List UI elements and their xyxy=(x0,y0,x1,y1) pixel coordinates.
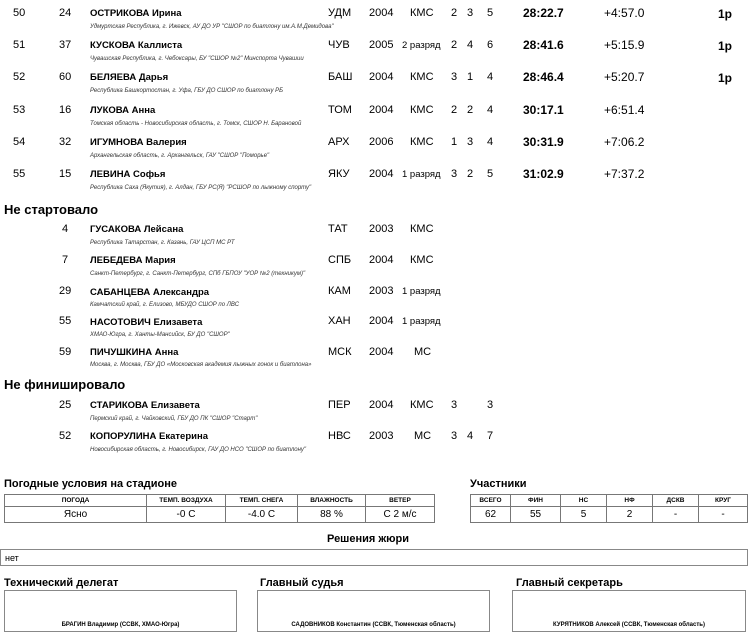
weather-table xyxy=(4,494,435,523)
sport-rank: КМС xyxy=(410,223,434,235)
shooting-1: 3 xyxy=(451,168,458,180)
time-behind: +7:06.2 xyxy=(604,135,645,149)
shooting-total: 4 xyxy=(487,104,494,116)
region-code: НВС xyxy=(328,430,351,442)
sport-rank: МС xyxy=(414,346,432,358)
region-code: ЧУВ xyxy=(328,39,350,51)
athlete-affiliation: Новосибирская область, г. Новосибирск, ГАУ ДО НСО "СШОР по биатлону" xyxy=(90,447,307,453)
official-name: КУРЯТНИКОВ Алексей (ССВК, Тюменская область) xyxy=(553,622,705,628)
birth-year: 2004 xyxy=(369,346,394,358)
weather-value-cell: 88 % xyxy=(298,507,366,523)
sport-rank: КМС xyxy=(410,71,434,83)
birth-year: 2004 xyxy=(369,71,394,83)
athlete-affiliation: Томская область - Новосибирская область, г. Томск, СШОР Н. Барановой xyxy=(90,121,302,127)
participants-title: Участники xyxy=(470,478,527,490)
jury-decision: нет xyxy=(5,553,19,563)
athlete-affiliation: Чувашская Республика, г. Чебоксары, БУ "СШОР №2" Минспорта Чувашии xyxy=(90,56,304,62)
shooting-1: 3 xyxy=(451,399,458,411)
shooting-total: 7 xyxy=(487,430,494,442)
time-behind: +7:37.2 xyxy=(604,167,645,181)
bib: 60 xyxy=(59,71,72,83)
dnf-section-title: Не финишировало xyxy=(4,377,126,392)
qualification: 1р xyxy=(718,71,733,85)
birth-year: 2004 xyxy=(369,7,394,19)
athlete-name: КОПОРУЛИНА Екатерина xyxy=(90,431,208,442)
time-behind: +4:57.0 xyxy=(604,6,645,20)
participants-value-cell: - xyxy=(653,507,699,523)
place: 52 xyxy=(13,71,26,83)
weather-value-cell: -4.0 С xyxy=(226,507,298,523)
place: 53 xyxy=(13,104,26,116)
time-behind: +5:15.9 xyxy=(604,38,645,52)
qualification: 1р xyxy=(718,39,733,53)
athlete-affiliation: Удмуртская Республика, г. Ижевск, АУ ДО УР "СШОР по биатлону им.А.М.Демидова" xyxy=(90,24,334,30)
jury-box xyxy=(0,549,748,566)
birth-year: 2005 xyxy=(369,39,394,51)
athlete-name: СТАРИКОВА Елизавета xyxy=(90,400,200,411)
shooting-total: 6 xyxy=(487,39,494,51)
athlete-name: ГУСАКОВА Лейсана xyxy=(90,224,184,235)
athlete-affiliation: Пермский край, г. Чайковский, ГБУ ДО ПК "СШОР "Старт" xyxy=(90,416,258,422)
athlete-name: НАСОТОВИЧ Елизавета xyxy=(90,317,203,328)
sport-rank: 1 разряд xyxy=(402,169,441,180)
athlete-name: ЛЕБЕДЕВА Мария xyxy=(90,255,176,266)
finish-time: 30:31.9 xyxy=(523,135,564,149)
athlete-name: САБАНЦЕВА Александра xyxy=(90,287,210,298)
official-name: БРАГИН Владимир (ССВК, ХМАО-Югра) xyxy=(61,622,180,628)
region-code: АРХ xyxy=(328,136,350,148)
participants-header-cell: ФИН xyxy=(511,495,561,507)
shooting-total: 5 xyxy=(487,168,494,180)
birth-year: 2004 xyxy=(369,315,394,327)
bib: 37 xyxy=(59,39,72,51)
finish-time: 30:17.1 xyxy=(523,103,564,117)
official-role: Технический делегат xyxy=(4,577,119,589)
weather-value-cell: Ясно xyxy=(5,507,147,523)
region-code: ЯКУ xyxy=(328,168,350,180)
participants-header-cell: НС xyxy=(561,495,607,507)
participants-header-cell: КРУГ xyxy=(699,495,748,507)
athlete-name: БЕЛЯЕВА Дарья xyxy=(90,72,169,83)
shooting-1: 2 xyxy=(451,104,458,116)
weather-header-cell: ВЛАЖНОСТЬ xyxy=(298,495,366,507)
bib: 59 xyxy=(59,346,72,358)
shooting-1: 3 xyxy=(451,430,458,442)
region-code: БАШ xyxy=(328,71,353,83)
participants-header-cell: ДСКВ xyxy=(653,495,699,507)
region-code: УДМ xyxy=(328,7,352,19)
official-role: Главный судья xyxy=(260,577,344,589)
official-name: САДОВНИКОВ Константин (ССВК, Тюменская область) xyxy=(291,622,456,628)
bib: 7 xyxy=(62,254,69,266)
athlete-affiliation: Республика Саха (Якутия), г. Алдан, ГБУ РС(Я) "РСШОР по лыжному спорту" xyxy=(90,185,312,191)
birth-year: 2003 xyxy=(369,430,394,442)
time-behind: +5:20.7 xyxy=(604,70,645,84)
participants-value-cell: 55 xyxy=(511,507,561,523)
bib: 52 xyxy=(59,430,72,442)
bib: 32 xyxy=(59,136,72,148)
weather-value-cell: -0 С xyxy=(147,507,226,523)
sport-rank: 1 разряд xyxy=(402,316,441,327)
sport-rank: 1 разряд xyxy=(402,286,441,297)
bib: 4 xyxy=(62,223,69,235)
finish-time: 28:46.4 xyxy=(523,70,564,84)
weather-header-cell: ТЕМП. СНЕГА xyxy=(226,495,298,507)
birth-year: 2003 xyxy=(369,223,394,235)
shooting-2: 1 xyxy=(467,71,474,83)
place: 50 xyxy=(13,7,26,19)
shooting-2: 3 xyxy=(467,136,474,148)
athlete-name: ИГУМНОВА Валерия xyxy=(90,137,187,148)
participants-table xyxy=(470,494,748,523)
bib: 25 xyxy=(59,399,72,411)
birth-year: 2004 xyxy=(369,399,394,411)
shooting-1: 2 xyxy=(451,7,458,19)
shooting-total: 5 xyxy=(487,7,494,19)
participants-header-cell: ВСЕГО xyxy=(471,495,511,507)
birth-year: 2006 xyxy=(369,136,394,148)
signature-box xyxy=(512,590,746,632)
region-code: ХАН xyxy=(328,315,351,327)
bib: 24 xyxy=(59,7,72,19)
shooting-2: 2 xyxy=(467,168,474,180)
shooting-total: 3 xyxy=(487,399,494,411)
shooting-2: 4 xyxy=(467,430,474,442)
bib: 29 xyxy=(59,285,72,297)
shooting-2: 3 xyxy=(467,7,474,19)
athlete-name: ОСТРИКОВА Ирина xyxy=(90,8,182,19)
region-code: МСК xyxy=(328,346,352,358)
participants-value-cell: - xyxy=(699,507,748,523)
sport-rank: КМС xyxy=(410,399,434,411)
weather-header-cell: ТЕМП. ВОЗДУХА xyxy=(147,495,226,507)
signature-box xyxy=(257,590,490,632)
athlete-affiliation: Республика Татарстан, г. Казань, ГАУ ЦСП МС РТ xyxy=(90,240,235,246)
participants-value-row xyxy=(471,507,748,523)
qualification: 1р xyxy=(718,7,733,21)
finish-time: 28:41.6 xyxy=(523,38,564,52)
jury-title: Решения жюри xyxy=(327,533,410,545)
shooting-2: 2 xyxy=(467,104,474,116)
region-code: ТАТ xyxy=(328,223,348,235)
place: 51 xyxy=(13,39,26,51)
finish-time: 28:22.7 xyxy=(523,6,564,20)
athlete-name: ПИЧУШКИНА Анна xyxy=(90,347,179,358)
shooting-total: 4 xyxy=(487,71,494,83)
region-code: ТОМ xyxy=(328,104,352,116)
athlete-name: КУСКОВА Каллиста xyxy=(90,40,183,51)
weather-title: Погодные условия на стадионе xyxy=(4,478,178,490)
weather-header-cell: ПОГОДА xyxy=(5,495,147,507)
shooting-total: 4 xyxy=(487,136,494,148)
participants-value-cell: 62 xyxy=(471,507,511,523)
athlete-affiliation: Москва, г. Москва, ГБУ ДО «Московская академия лыжных гонок и биатлона» xyxy=(90,362,312,368)
bib: 16 xyxy=(59,104,72,116)
athlete-affiliation: Камчатский край, г. Елизово, МБУДО СШОР по ЛВС xyxy=(90,302,240,308)
shooting-1: 3 xyxy=(451,71,458,83)
sport-rank: МС xyxy=(414,430,432,442)
birth-year: 2003 xyxy=(369,285,394,297)
participants-header-row xyxy=(471,495,748,507)
shooting-2: 4 xyxy=(467,39,474,51)
bib: 15 xyxy=(59,168,72,180)
athlete-name: ЛУКОВА Анна xyxy=(90,105,156,116)
place: 54 xyxy=(13,136,26,148)
region-code: ПЕР xyxy=(328,399,351,411)
shooting-1: 2 xyxy=(451,39,458,51)
shooting-1: 1 xyxy=(451,136,458,148)
sport-rank: КМС xyxy=(410,104,434,116)
participants-header-cell: НФ xyxy=(607,495,653,507)
weather-header-cell: ВЕТЕР xyxy=(366,495,435,507)
birth-year: 2004 xyxy=(369,104,394,116)
birth-year: 2004 xyxy=(369,168,394,180)
sport-rank: 2 разряд xyxy=(402,40,441,51)
place: 55 xyxy=(13,168,26,180)
official-role: Главный секретарь xyxy=(516,577,623,589)
finish-time: 31:02.9 xyxy=(523,167,564,181)
athlete-affiliation: Санкт-Петербург, г. Санкт-Петербург, СПб ГБПОУ "УОР №2 (техникум)" xyxy=(90,271,306,277)
athlete-affiliation: Республика Башкортостан, г. Уфа, ГБУ ДО СШОР по биатлону РБ xyxy=(90,88,284,94)
region-code: КАМ xyxy=(328,285,351,297)
birth-year: 2004 xyxy=(369,254,394,266)
sport-rank: КМС xyxy=(410,136,434,148)
sport-rank: КМС xyxy=(410,254,434,266)
signature-box xyxy=(4,590,237,632)
region-code: СПБ xyxy=(328,254,352,266)
athlete-affiliation: ХМАО-Югра, г. Ханты-Мансийск, БУ ДО "СШОР" xyxy=(90,332,230,338)
dns-section-title: Не стартовало xyxy=(4,202,99,217)
sport-rank: КМС xyxy=(410,7,434,19)
participants-value-cell: 2 xyxy=(607,507,653,523)
weather-value-cell: С 2 м/с xyxy=(366,507,435,523)
weather-header-row xyxy=(5,495,435,507)
bib: 55 xyxy=(59,315,72,327)
weather-value-row xyxy=(5,507,435,523)
participants-value-cell: 5 xyxy=(561,507,607,523)
time-behind: +6:51.4 xyxy=(604,103,645,117)
athlete-name: ЛЕВИНА Софья xyxy=(90,169,166,180)
athlete-affiliation: Архангельская область, г. Архангельск, ГАУ "СШОР "Поморье" xyxy=(90,153,270,159)
